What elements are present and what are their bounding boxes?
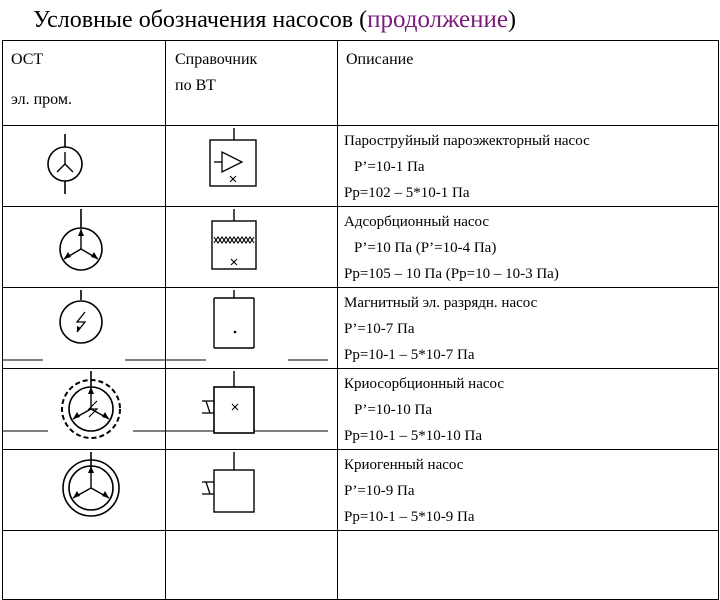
pump-pressure-range: Pp=105 – 10 Па (Pp=10 – 10-3 Па)	[344, 266, 559, 282]
cryosorption-pump-ost-icon	[3, 369, 165, 447]
pump-name: Адсорбционный насос	[344, 214, 490, 230]
description-cell	[338, 531, 719, 600]
table-row	[3, 531, 719, 600]
pump-pressure-range: Pp=10-1 – 5*10-7 Па	[344, 347, 475, 363]
header-ost: ОСТ	[11, 51, 44, 68]
header-ost-cell	[3, 41, 166, 126]
page-title	[33, 6, 516, 34]
pump-name: Магнитный эл. разрядн. насос	[344, 295, 538, 311]
pump-pressure-range: Pp=102 – 5*10-1 Па	[344, 185, 470, 201]
ref-symbol-cell	[166, 288, 338, 369]
cryogenic-pump-ref-icon	[166, 450, 328, 528]
description-cell	[338, 369, 719, 450]
pump-name: Пароструйный пароэжекторный насос	[344, 133, 590, 149]
ost-symbol-cell	[3, 531, 166, 600]
title-main: Условные обозначения насосов (	[33, 7, 368, 33]
cryosorption-pump-ref-icon	[166, 369, 328, 447]
cryogenic-pump-ost-icon	[3, 450, 165, 528]
pump-pressure-limit: P’=10-10 Па	[354, 402, 433, 418]
table-row	[3, 126, 719, 207]
description-cell	[338, 126, 719, 207]
vapor-jet-pump-ref-icon	[166, 126, 328, 204]
description-cell	[338, 450, 719, 531]
ost-symbol-cell	[3, 369, 166, 450]
pump-pressure-limit: P’=10-1 Па	[354, 159, 425, 175]
ost-symbol-cell	[3, 450, 166, 531]
pump-symbols-table	[2, 40, 719, 600]
table-header-row	[3, 41, 719, 126]
table-row	[3, 369, 719, 450]
pump-pressure-limit: P’=10 Па (P’=10-4 Па)	[354, 240, 497, 256]
magnetic-discharge-pump-ost-icon	[3, 288, 165, 366]
pump-pressure-range: Pp=10-1 – 5*10-10 Па	[344, 428, 483, 444]
table-row	[3, 450, 719, 531]
pump-name: Криосорбционный насос	[344, 376, 505, 392]
description-cell	[338, 288, 719, 369]
ost-symbol-cell	[3, 126, 166, 207]
table-row	[3, 288, 719, 369]
adsorption-pump-ref-icon	[166, 207, 328, 285]
ref-symbol-cell	[166, 207, 338, 288]
header-ost-sub: эл. пром.	[11, 91, 72, 108]
title-close: )	[508, 7, 517, 33]
ref-symbol-cell	[166, 126, 338, 207]
ref-symbol-cell	[166, 531, 338, 600]
ref-symbol-cell	[166, 450, 338, 531]
adsorption-pump-ost-icon	[3, 207, 165, 285]
vapor-jet-pump-ost-icon	[3, 126, 165, 204]
magnetic-discharge-pump-ref-icon	[166, 288, 328, 366]
pump-pressure-range: Pp=10-1 – 5*10-9 Па	[344, 509, 475, 525]
header-ref-line2: по ВТ	[175, 77, 216, 94]
pump-pressure-limit: P’=10-7 Па	[344, 321, 415, 337]
title-accent: продолжение	[367, 6, 509, 33]
header-ref-cell	[166, 41, 338, 126]
pump-name: Криогенный насос	[344, 457, 464, 473]
description-cell	[338, 207, 719, 288]
pump-pressure-limit: P’=10-9 Па	[344, 483, 415, 499]
ost-symbol-cell	[3, 207, 166, 288]
header-description: Описание	[338, 41, 719, 126]
table-row	[3, 207, 719, 288]
header-ref-line1: Справочник	[175, 51, 258, 68]
ost-symbol-cell	[3, 288, 166, 369]
ref-symbol-cell	[166, 369, 338, 450]
